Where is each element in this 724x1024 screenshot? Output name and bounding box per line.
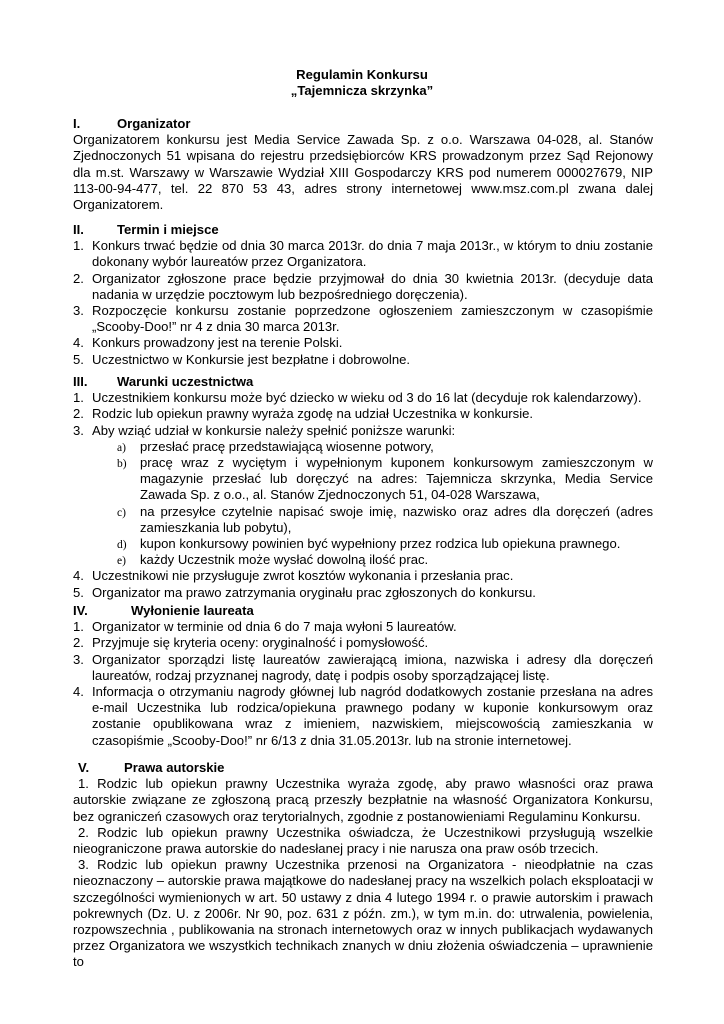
section-title: Prawa autorskie [124,760,225,775]
section-participation [73,374,653,601]
copyright-paragraph-3: 3. Rodzic lub opiekun prawny Uczestnika przenosi na Organizatora - nieodpłatnie na czas nieoznaczony – autorskie prawa majątkowe do nadesłanej pracy na wszelkich polach eksploatacji w szczególności wymienionych w art. 50 ustawy z dnia 4 lutego 1994 r. o prawie autorskim i prawach pokrewnych (Dz. U. z 2006r. Nr 90, poz. 631 z późn. zm.), w tym m.in. do: utrwalenia, powielenia, rozpowszechnia , publikowania na stronach internetowych oraz w innych publikacjach wydawanych przez Organizatora we wszystkich technikach znanych w dniu złożenia oświadczenia – uprawnienie to [73,857,653,970]
sub-item: c) na przesyłce czytelnie napisać swoje imię, nazwisko oraz adres dla doręczeń (adres zamieszkania lub pobytu), [117,503,653,535]
list-item: 3. Rozpoczęcie konkursu zostanie poprzedzone ogłoszeniem zamieszczonym w czasopiśmie „Scooby-Doo!” nr 4 z dnia 30 marca 2013r. [73,303,653,335]
section-winner-selection [73,603,653,749]
conditions-sublist [73,439,653,569]
section-title: Termin i miejsce [117,222,219,237]
list-item: 2. Organizator zgłoszone prace będzie przyjmował do dnia 30 kwietnia 2013r. (decyduje data nadania w urzędzie pocztowym lub bezpośredniego doręczenia). [73,270,653,302]
section-number: III. [73,374,88,389]
section-title: Warunki uczestnictwa [117,374,254,389]
copyright-paragraph-1: 1. Rodzic lub opiekun prawny Uczestnika wyraża zgodę, aby prawo własności oraz prawa autorskie związane ze zgłoszoną pracą przeszły bezpłatnie na własność Organizatora Konkursu, bez ograniczeń czasowych oraz terytorialnych, zgodnie z postanowieniami Regulaminu Konkursu. [73,776,653,824]
sub-item: e) każdy Uczestnik może wysłać dowolną ilość prac. [117,552,429,568]
list-item: 2. Przyjmuje się kryteria oceny: oryginalność i pomysłowość. [73,635,429,651]
section-title: Wyłonienie laureata [131,603,254,618]
sub-item: a) przesłać pracę przedstawiającą wiosenne potwory, [117,438,434,454]
section-heading [73,116,653,132]
section-text: Organizatorem konkursu jest Media Service Zawada Sp. z o.o. Warszawa 04-028, al. Stanów Zjednoczonych 51 wpisana do rejestru przedsiębiorców KRS prowadzonym przez Sąd Rejonowy dla m.st. Warszawy w Warszawie Wydział XIII Gospodarczy KRS pod numerem 000027679, NIP 113-00-94-477, tel. 22 870 53 43, adres strony internetowej www.msz.com.pl zwana dalej Organizatorem. [73,132,653,212]
title-line-1: Regulamin Konkursu [296,67,428,82]
selection-list [73,619,653,749]
list-item: 4. Uczestnikowi nie przysługuje zwrot kosztów wykonania i przesłania prac. [73,568,514,584]
list-item: 1. Konkurs trwać będzie od dnia 30 marca 2013r. do dnia 7 maja 2013r., w którym to dniu zostanie dokonany wybór laureatów przez Organizatora. [73,238,653,270]
section-heading [73,760,653,776]
section-term-place [73,222,653,368]
sub-item: d) kupon konkursowy powinien być wypełniony przez rodzica lub opiekuna prawnego. [117,536,621,552]
section-number: II. [73,222,84,237]
section-copyright [73,760,653,971]
list-item: 1. Organizator w terminie od dnia 6 do 7 maja wyłoni 5 laureatów. [73,619,457,635]
term-list [73,238,653,368]
document-title [0,67,724,99]
list-item: 4. Informacja o otrzymaniu nagrody głównej lub nagród dodatkowych zostanie przesłana na adres e-mail Uczestnika lub rodzica/opiekuna prawnego podany w kuponie konkursowym oraz zostanie opublikowana wraz z imieniem, nazwiskiem, miejscowością zamieszkania w czasopiśmie „Scooby-Doo!” nr 6/13 z dnia 31.05.2013r. lub na stronie internetowej. [73,684,653,748]
section-title: Organizator [117,116,191,131]
list-item: 5. Uczestnictwo w Konkursie jest bezpłatne i dobrowolne. [73,351,411,367]
list-item: 3. Aby wziąć udział w konkursie należy spełnić poniższe warunki: a) przesłać pracę przedstawiającą wiosenne potwory, b) pracę wraz z wyciętym i wypełnionym kuponem konkursowym zamieszczonym w magazynie przesłać lub doręczyć na adres: Tajemnicza skrzynka, Media Service Zawada Sp. z o.o., al. Stanów Zjednoczonych 51, 04-028 Warszawa, c) na przesyłce czytelnie napisać swoje imię, nazwisko oraz adres dla doręczeń (adres zamieszkania lub pobytu), d) kupon konkursowy powinien być wypełniony przez rodzica lub opiekuna prawnego. e) każdy Uczestnik może wysłać dowolną ilość prac. [73,422,653,568]
section-heading [73,603,653,619]
section-organizer [73,116,653,213]
title-line-2: „Tajemnicza skrzynka” [290,83,434,99]
participation-list [73,390,653,601]
sub-item: b) pracę wraz z wyciętym i wypełnionym kuponem konkursowym zamieszczonym w magazynie przesłać lub doręczyć na adres: Tajemnicza skrzynka, Media Service Zawada Sp. z o.o., al. Stanów Zjednoczonych 51, 04-028 Warszawa, [117,455,653,503]
list-item: 2. Rodzic lub opiekun prawny wyraża zgodę na udział Uczestnika w konkursie. [73,406,534,422]
section-number: IV. [73,603,88,618]
list-item: 4. Konkurs prowadzony jest na terenie Polski. [73,335,343,351]
section-heading [73,374,653,390]
section-number: I. [73,116,81,131]
list-item: 3. Organizator sporządzi listę laureatów zawierającą imiona, nazwiska i adresy dla doręczeń laureatów, rodzaj przyznanej nagrody, datę i podpis osoby sporządzającej listę. [73,651,653,683]
section-number: V. [78,760,90,775]
list-item: 1. Uczestnikiem konkursu może być dziecko w wieku od 3 do 16 lat (decyduje rok kalendarzowy). [73,390,642,406]
list-item: 5. Organizator ma prawo zatrzymania oryginału prac zgłoszonych do konkursu. [73,584,536,600]
copyright-paragraph-2: 2. Rodzic lub opiekun prawny Uczestnika oświadcza, że Uczestnikowi przysługują wszelkie nieograniczone prawa autorskie do nadesłanej pracy i nie narusza ona praw osób trzecich. [73,824,653,856]
section-heading [73,222,653,238]
